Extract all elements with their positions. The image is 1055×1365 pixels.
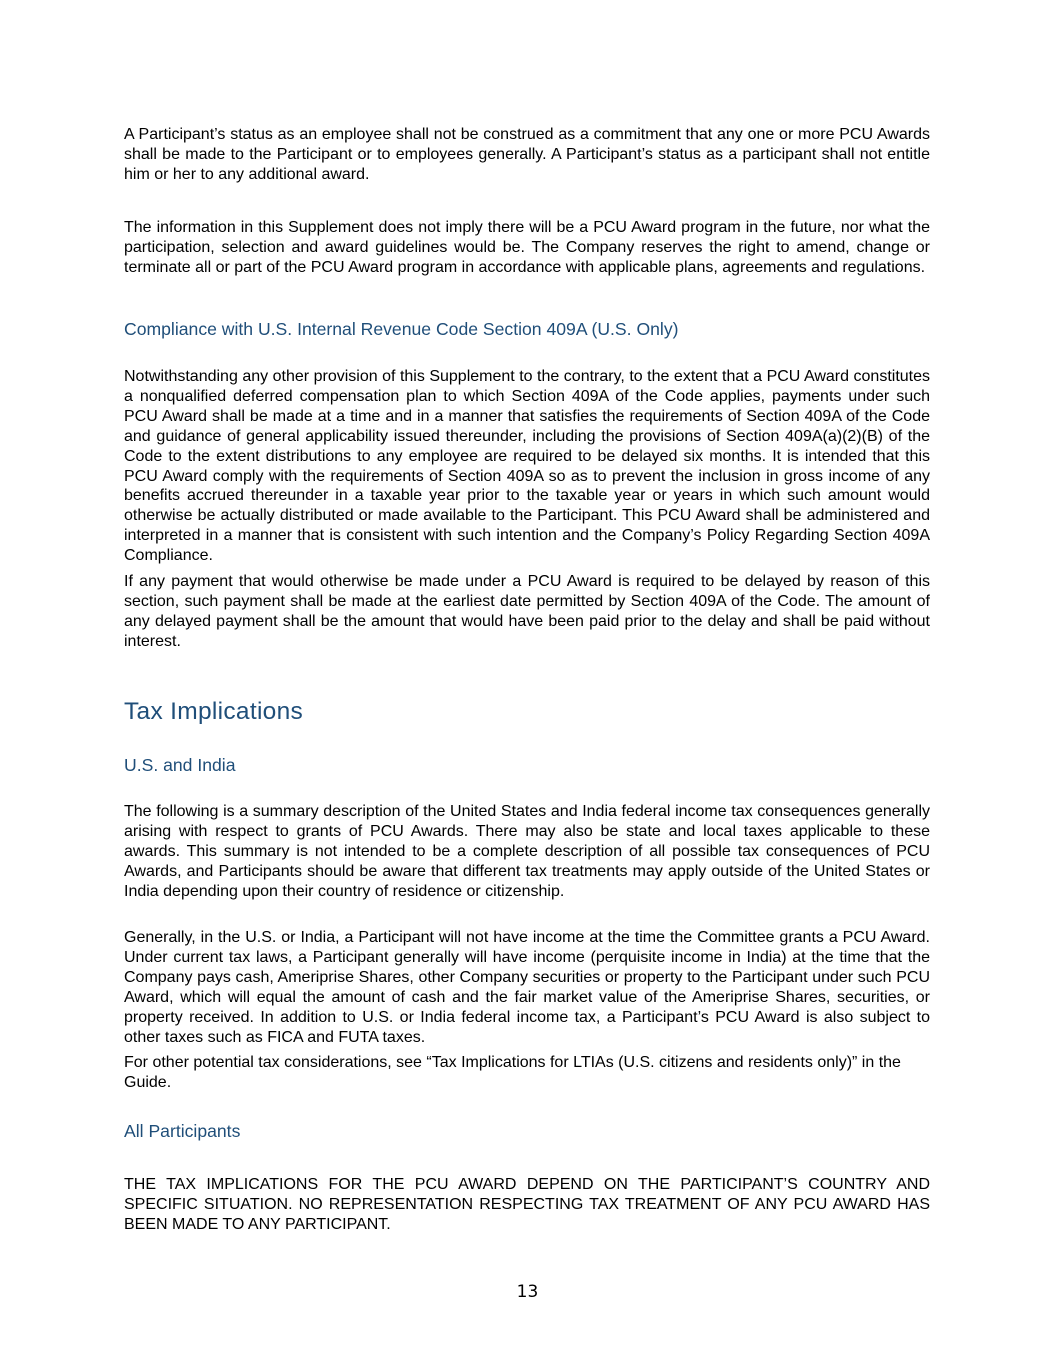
paragraph-future-program: The information in this Supplement does not imply there will be a PCU Award program in the future, nor what the participation, selection and award guidelines would be. The Company reserves the right to amend, change or terminate all or part of the PCU Award program in accordance with applicable plans, agreements and regulations. [124, 219, 930, 276]
heading-us-and-india: U.S. and India [124, 755, 236, 775]
page-number: 13 [516, 1282, 539, 1302]
paragraph-other-considerations: For other potential tax considerations, see “Tax Implications for LTIAs (U.S. citizens and residents only)” in the Guide. [124, 1054, 901, 1091]
heading-tax-implications: Tax Implications [124, 698, 304, 725]
heading-section-409a: Compliance with U.S. Internal Revenue Code Section 409A (U.S. Only) [124, 319, 679, 339]
paragraph-409a-compliance: Notwithstanding any other provision of this Supplement to the contrary, to the extent that a PCU Award constitutes a nonqualified deferred compensation plan to which Section 409A of the Code applies, payments under such PCU Award shall be made at a time and in a manner that satisfies the requirements of Section 409A of the Code and guidance of general applicability issued thereunder, including the provisions of Section 409A(a)(2)(B) of the Code to the extent distributions to any employee are required to be delayed six months. It is intended that this PCU Award comply with the requirements of Section 409A so as to prevent the inclusion in gross income of any benefits accrued thereunder in a taxable year prior to the taxable year or years in which such amount would otherwise be actually distributed or made available to the Participant. This PCU Award shall be administered and interpreted in a manner that is consistent with such intention and the Company’s Policy Regarding Section 409A Compliance. [124, 368, 930, 565]
paragraph-tax-summary: The following is a summary description of the United States and India federal income tax consequences generally arising with respect to grants of PCU Awards. There may also be state and local taxes applicable to these awards. This summary is not intended to be a complete description of all possible tax consequences of PCU Awards, and Participants should be aware that different tax treatments may apply outside of the United States or India depending upon their country of residence or citizenship. [124, 803, 930, 900]
heading-all-participants: All Participants [124, 1121, 241, 1141]
paragraph-delayed-payment: If any payment that would otherwise be made under a PCU Award is required to be delayed by reason of this section, such payment shall be made at the earliest date permitted by Section 409A of the Code. The amount of any delayed payment shall be the amount that would have been paid prior to the delay and shall be paid without interest. [124, 573, 930, 650]
paragraph-participant-status: A Participant’s status as an employee shall not be construed as a commitment that any one or more PCU Awards shall be made to the Participant or to employees generally. A Participant’s status as a participant shall not entitle him or her to any additional award. [124, 126, 930, 183]
paragraph-all-participants-notice: THE TAX IMPLICATIONS FOR THE PCU AWARD DEPEND ON THE PARTICIPANT’S COUNTRY AND SPECIFIC SITUATION. NO REPRESENTATION RESPECTING TAX TREATMENT OF ANY PCU AWARD HAS BEEN MADE TO ANY PARTICIPANT. [124, 1176, 930, 1233]
paragraph-income-timing: Generally, in the U.S. or India, a Participant will not have income at the time the Committee grants a PCU Award. Under current tax laws, a Participant generally will have income (perquisite income in India) at the time that the Company pays cash, Ameriprise Shares, other Company securities or property to the Participant under such PCU Award, which will equal the amount of cash and the fair market value of the Ameriprise Shares, securities, or property received. In addition to U.S. or India federal income tax, a Participant’s PCU Award is also subject to other taxes such as FICA and FUTA taxes. [124, 929, 930, 1046]
